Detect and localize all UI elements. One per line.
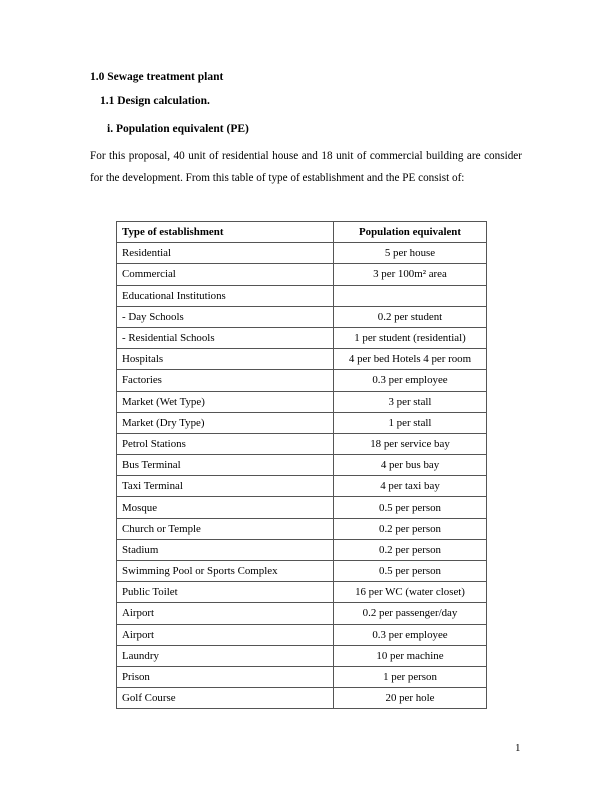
- table-row: [117, 264, 487, 285]
- population-equivalent-cell: 0.5 per person: [334, 561, 487, 582]
- population-equivalent-cell: 0.2 per person: [334, 539, 487, 560]
- table-row: [117, 412, 487, 433]
- table-row: [117, 497, 487, 518]
- population-equivalent-cell: 10 per machine: [334, 645, 487, 666]
- establishment-type-cell: Market (Wet Type): [117, 391, 334, 412]
- table-header-row: [117, 222, 487, 243]
- population-equivalent-cell: 0.3 per employee: [334, 370, 487, 391]
- table-row: [117, 349, 487, 370]
- population-equivalent-cell: 0.5 per person: [334, 497, 487, 518]
- table-row: [117, 603, 487, 624]
- table-row: [117, 582, 487, 603]
- table-row: [117, 561, 487, 582]
- establishment-type-cell: Mosque: [117, 497, 334, 518]
- establishment-type-cell: Market (Dry Type): [117, 412, 334, 433]
- establishment-type-cell: Commercial: [117, 264, 334, 285]
- population-equivalent-cell: 0.2 per passenger/day: [334, 603, 487, 624]
- table-body: [117, 243, 487, 709]
- table-row: [117, 624, 487, 645]
- establishment-type-cell: Bus Terminal: [117, 455, 334, 476]
- establishment-type-cell: Stadium: [117, 539, 334, 560]
- establishment-type-cell: Petrol Stations: [117, 433, 334, 454]
- population-equivalent-cell: 1 per person: [334, 666, 487, 687]
- establishment-type-cell: Golf Course: [117, 688, 334, 709]
- population-equivalent-cell: 5 per house: [334, 243, 487, 264]
- population-equivalent-cell: 4 per taxi bay: [334, 476, 487, 497]
- population-equivalent-cell: 4 per bed Hotels 4 per room: [334, 349, 487, 370]
- establishment-type-cell: Swimming Pool or Sports Complex: [117, 561, 334, 582]
- population-equivalent-cell: 20 per hole: [334, 688, 487, 709]
- table-row: [117, 688, 487, 709]
- table-row: [117, 370, 487, 391]
- establishment-type-cell: Church or Temple: [117, 518, 334, 539]
- population-equivalent-cell: 0.3 per employee: [334, 624, 487, 645]
- population-equivalent-cell: [334, 285, 487, 306]
- table-row: [117, 243, 487, 264]
- population-equivalent-cell: 0.2 per student: [334, 306, 487, 327]
- table-row: [117, 518, 487, 539]
- section-heading: 1.0 Sewage treatment plant: [90, 71, 224, 83]
- population-equivalent-cell: 3 per stall: [334, 391, 487, 412]
- table-row: [117, 539, 487, 560]
- table-row: [117, 476, 487, 497]
- table-row: [117, 455, 487, 476]
- establishment-type-cell: Taxi Terminal: [117, 476, 334, 497]
- establishment-type-cell: Airport: [117, 603, 334, 624]
- establishment-type-cell: Prison: [117, 666, 334, 687]
- population-equivalent-table: [116, 221, 487, 709]
- establishment-type-cell: - Residential Schools: [117, 327, 334, 348]
- establishment-type-cell: Educational Institutions: [117, 285, 334, 306]
- table-row: [117, 391, 487, 412]
- intro-paragraph: For this proposal, 40 unit of residential house and 18 unit of commercial building are consider for the development. From this table of type of establishment and the PE consist of:: [90, 150, 522, 184]
- establishment-type-cell: - Day Schools: [117, 306, 334, 327]
- population-equivalent-cell: 1 per student (residential): [334, 327, 487, 348]
- establishment-type-cell: Public Toilet: [117, 582, 334, 603]
- population-equivalent-cell: 4 per bus bay: [334, 455, 487, 476]
- establishment-type-cell: Airport: [117, 624, 334, 645]
- table-row: [117, 433, 487, 454]
- establishment-type-cell: Residential: [117, 243, 334, 264]
- column-header-population-equivalent: Population equivalent: [334, 222, 487, 243]
- population-equivalent-cell: 16 per WC (water closet): [334, 582, 487, 603]
- column-header-establishment: Type of establishment: [117, 222, 334, 243]
- table-row: [117, 666, 487, 687]
- establishment-type-cell: Laundry: [117, 645, 334, 666]
- table-row: [117, 327, 487, 348]
- page-number: 1: [515, 742, 521, 754]
- population-equivalent-cell: 1 per stall: [334, 412, 487, 433]
- sub-subsection-heading: i. Population equivalent (PE): [107, 123, 249, 135]
- population-equivalent-cell: 0.2 per person: [334, 518, 487, 539]
- table-row: [117, 285, 487, 306]
- table-row: [117, 645, 487, 666]
- population-equivalent-cell: 3 per 100m² area: [334, 264, 487, 285]
- table-row: [117, 306, 487, 327]
- population-equivalent-cell: 18 per service bay: [334, 433, 487, 454]
- subsection-heading: 1.1 Design calculation.: [100, 95, 210, 107]
- establishment-type-cell: Factories: [117, 370, 334, 391]
- establishment-type-cell: Hospitals: [117, 349, 334, 370]
